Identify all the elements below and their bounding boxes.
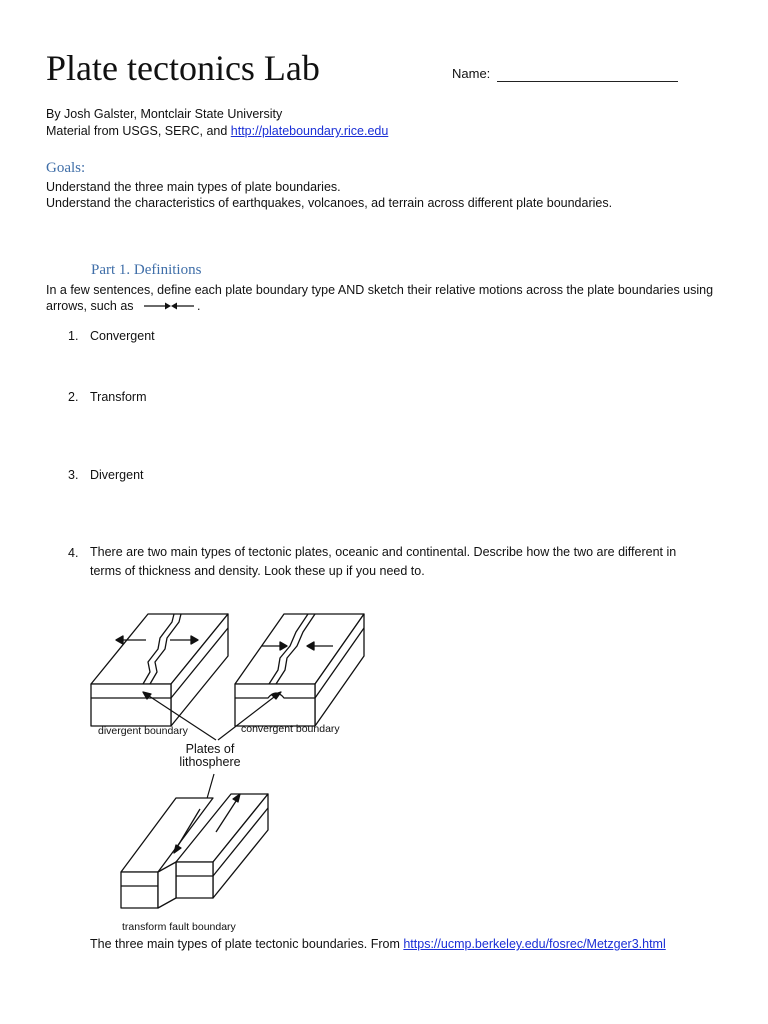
- goals-heading: Goals:: [46, 160, 86, 176]
- question-number: 2.: [68, 390, 79, 404]
- instruction-period: .: [197, 299, 201, 313]
- question-plates: [90, 543, 676, 581]
- question-divergent: Divergent: [90, 468, 144, 482]
- question-plates-line2: terms of thickness and density. Look these up if you need to.: [90, 564, 425, 578]
- divergent-label: divergent boundary: [98, 725, 188, 737]
- plateboundary-link[interactable]: http://plateboundary.rice.edu: [230, 124, 389, 138]
- plate-boundaries-figure: [88, 604, 373, 934]
- question-number: 3.: [68, 468, 79, 482]
- instruction-text: arrows, such as: [46, 299, 134, 313]
- question-transform: Transform: [90, 390, 147, 404]
- name-blank-line[interactable]: [497, 81, 678, 82]
- plates-label-line1: Plates of: [185, 742, 235, 756]
- plates-label-line2: lithosphere: [179, 755, 241, 769]
- material-line: [46, 123, 388, 139]
- caption-prefix: The three main types of plate tectonic boundaries. From: [90, 937, 404, 951]
- question-number: 4.: [68, 546, 79, 560]
- question-plates-line1: There are two main types of tectonic plates, oceanic and continental. Describe how the two are different in: [90, 545, 677, 559]
- part1-instruction-line2: [46, 298, 201, 315]
- divergent-block: [91, 614, 228, 726]
- transform-block: [121, 794, 268, 908]
- transform-label: transform fault boundary: [122, 921, 236, 933]
- goal-item: Understand the three main types of plate boundaries.: [46, 180, 341, 194]
- goal-item: Understand the characteristics of earthquakes, volcanoes, ad terrain across different plate boundaries.: [46, 196, 613, 210]
- convergent-block: [235, 614, 364, 726]
- berkeley-link[interactable]: https://ucmp.berkeley.edu/fosrec/Metzger3.html: [403, 937, 666, 951]
- convergent-label: convergent boundary: [241, 723, 340, 735]
- question-convergent: Convergent: [90, 329, 155, 343]
- figure-caption: [90, 936, 666, 952]
- converging-arrows-icon: [143, 299, 195, 315]
- material-prefix: Material from USGS, SERC, and: [46, 124, 231, 138]
- question-number: 1.: [68, 329, 79, 343]
- part1-heading: Part 1. Definitions: [91, 262, 202, 278]
- page-title: Plate tectonics Lab: [46, 48, 320, 88]
- part1-instruction-line1: In a few sentences, define each plate boundary type AND sketch their relative motions across the plate boundaries using: [46, 283, 714, 297]
- author-line: By Josh Galster, Montclair State University: [46, 107, 283, 121]
- name-label: Name:: [452, 66, 491, 81]
